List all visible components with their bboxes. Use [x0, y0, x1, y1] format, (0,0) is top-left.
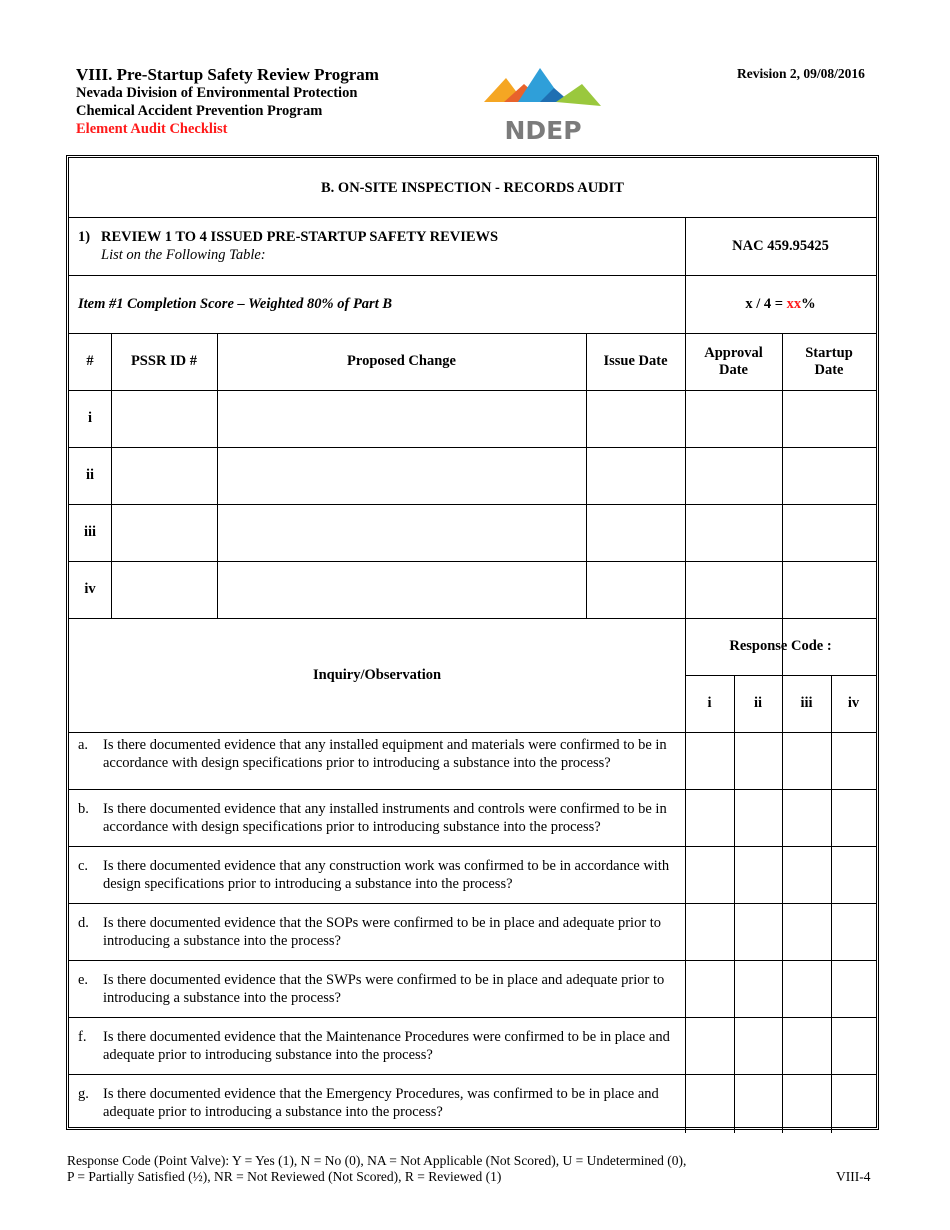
audit-form	[66, 155, 879, 1130]
score-prefix: x / 4 =	[745, 295, 787, 312]
col-header-number: #	[86, 353, 94, 369]
question-letter: c.	[78, 858, 89, 874]
question-text: Is there documented evidence that the Emergency Procedures, was confirmed to be in place and adequate prior to introducing a substance into the process?	[103, 1086, 659, 1120]
item-title: REVIEW 1 TO 4 ISSUED PRE-STARTUP SAFETY REVIEWS	[100, 229, 499, 245]
question-text: Is there documented evidence that the SWPs were confirmed to be in place and adequate prior to introducing a substance into the process?	[103, 972, 665, 1006]
section-title: B. ON-SITE INSPECTION - RECORDS AUDIT	[321, 179, 624, 196]
response-code-legend	[67, 1153, 686, 1185]
response-col-header: i	[707, 695, 712, 711]
legend-line-2: P = Partially Satisfied (½), NR = Not Reviewed (Not Scored), R = Reviewed (1)	[67, 1169, 502, 1184]
legend-line-1: Response Code (Point Valve): Y = Yes (1), N = No (0), NA = Not Applicable (Not Scored), U = Undetermined (0),	[67, 1153, 687, 1168]
question-text: Is there documented evidence that the Maintenance Procedures were confirmed to be in place and adequate prior to introducing substance into the process?	[103, 1029, 670, 1063]
question-text: Is there documented evidence that any installed equipment and materials were confirmed to be in accordance with design specifications prior to introducing a substance into the process?	[103, 737, 667, 771]
completion-score	[685, 275, 876, 333]
response-col-header: ii	[753, 695, 763, 711]
regulation-reference: NAC 459.95425	[732, 238, 829, 254]
question-letter: d.	[78, 915, 89, 931]
question-text: Is there documented evidence that the SOPs were confirmed to be in place and adequate prior to introducing a substance into the process?	[103, 915, 662, 949]
table-row-label: iv	[84, 581, 96, 597]
response-col-header: iii	[800, 695, 813, 711]
question-letter: f.	[78, 1029, 87, 1045]
checklist-label: Element Audit Checklist	[76, 121, 228, 137]
col-header-startup-date: Startup Date	[805, 344, 853, 378]
document-header	[76, 66, 379, 138]
revision-label: Revision 2, 09/08/2016	[737, 66, 865, 81]
ndep-logo	[484, 66, 602, 142]
table-row-label: ii	[85, 467, 95, 483]
completion-score-label: Item #1 Completion Score – Weighted 80% of Part B	[78, 296, 393, 312]
program-name: Chemical Accident Prevention Program	[76, 103, 323, 119]
question-text: Is there documented evidence that any construction work was confirmed to be in accordance with design specifications prior to introducing a substance into the process?	[103, 858, 670, 892]
logo-text: NDEP	[504, 116, 582, 142]
question-letter: e.	[78, 972, 89, 988]
inquiry-heading: Inquiry/Observation	[312, 666, 442, 683]
page-number: VIII-4	[836, 1169, 871, 1184]
table-row-label: iii	[83, 524, 97, 540]
item-number: 1)	[78, 229, 91, 245]
col-header-pssr-id: PSSR ID #	[130, 353, 198, 369]
col-header-issue-date: Issue Date	[603, 353, 668, 369]
agency-name: Nevada Division of Environmental Protection	[76, 85, 358, 101]
response-col-header: iv	[847, 695, 860, 711]
question-letter: b.	[78, 801, 89, 817]
score-value: xx	[786, 295, 802, 312]
item-heading	[78, 229, 678, 246]
table-row-label: i	[87, 410, 93, 426]
score-suffix: %	[801, 295, 816, 312]
question-letter: g.	[78, 1086, 89, 1102]
document-title: VIII. Pre-Startup Safety Review Program	[76, 65, 379, 84]
response-code-label: Response Code :	[729, 638, 832, 654]
question-letter: a.	[78, 737, 89, 753]
col-header-proposed-change: Proposed Change	[347, 353, 456, 369]
item-subtitle: List on the Following Table:	[101, 247, 266, 263]
col-header-approval-date: Approval Date	[704, 344, 763, 378]
question-text: Is there documented evidence that any installed instruments and controls were confirmed to be in accordance with design specifications prior to introducing substance into the process?	[103, 801, 667, 835]
